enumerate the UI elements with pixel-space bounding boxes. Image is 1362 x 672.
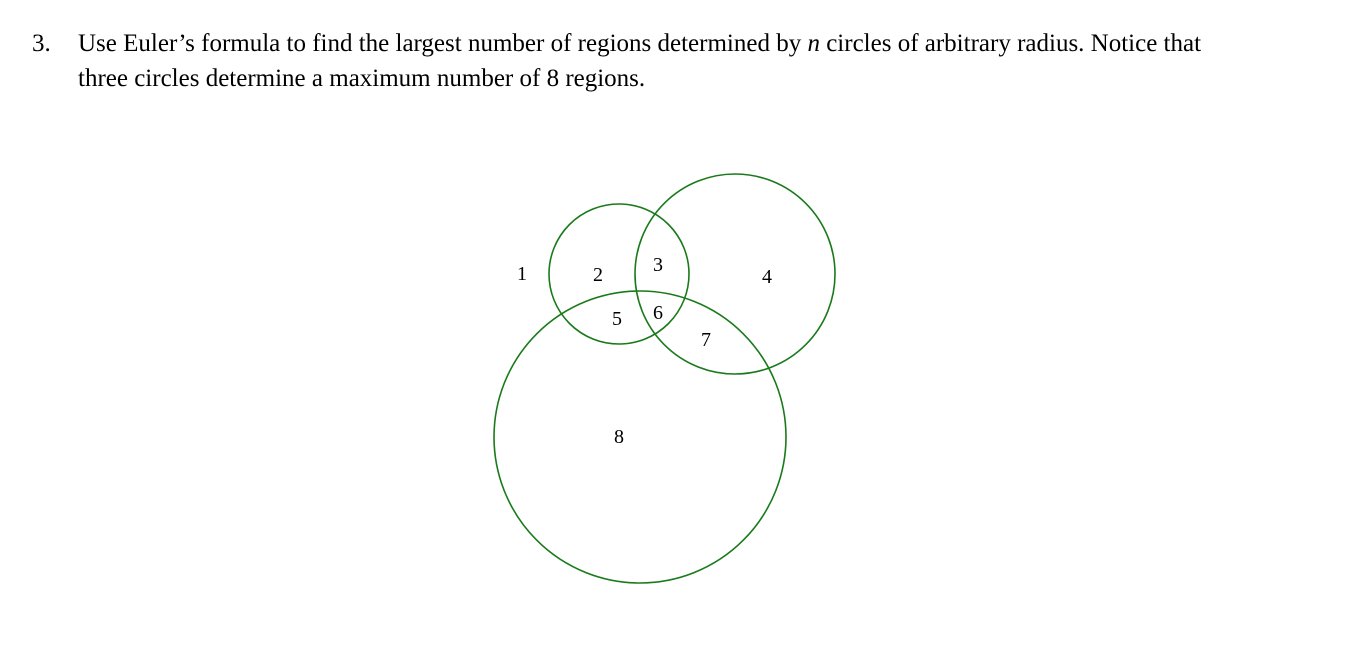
large-bottom-circle (494, 291, 786, 583)
region-label-2: 2 (593, 264, 603, 286)
problem-text-line2: three circles determine a maximum number of 8 regions. (78, 65, 646, 92)
region-label-3: 3 (653, 254, 663, 276)
region-label-8: 8 (614, 426, 624, 448)
problem-text-start: Use Euler’s formula to find the largest number of regions determined by (78, 30, 808, 57)
region-label-6: 6 (653, 302, 663, 324)
variable-n: n (807, 30, 820, 57)
region-label-5: 5 (612, 308, 622, 330)
problem-number: 3. (32, 30, 51, 57)
region-label-4: 4 (762, 266, 772, 288)
problem-text-line1-end: circles of arbitrary radius. Notice that (819, 30, 1202, 57)
region-label-1: 1 (517, 263, 527, 285)
circles-group (494, 174, 835, 583)
region-labels-group (517, 254, 772, 448)
upper-right-circle (635, 174, 835, 374)
region-label-7: 7 (701, 329, 711, 351)
